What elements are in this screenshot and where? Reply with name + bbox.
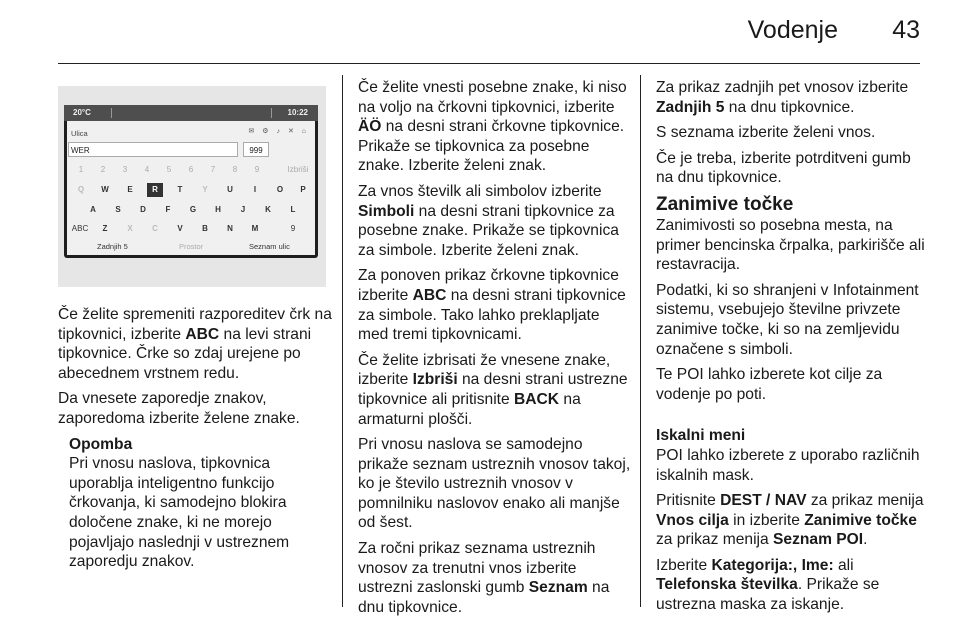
key-3[interactable]: 3 — [122, 165, 128, 174]
key-l[interactable]: L — [290, 205, 296, 214]
section-heading: Zanimive točke — [656, 193, 794, 215]
paragraph: Za ročni prikaz seznama ustreznih vnosov za trenutni vnos izberite ustrezni zaslonski gumb Seznam na dnu tipkovnice. — [358, 540, 610, 616]
entry-count: 999 — [243, 142, 269, 157]
letter-row-2 — [67, 203, 315, 221]
key-5[interactable]: 5 — [166, 165, 172, 174]
key-y[interactable]: Y — [202, 185, 208, 194]
key-g[interactable]: G — [189, 205, 197, 214]
column-divider — [342, 75, 343, 607]
paragraph: Za vnos številk ali simbolov izberite Simboli na desni strani tipkovnice za posebne znake. Prikaže se tipkovnica za simbole. Izberite želeni znak. — [358, 182, 619, 259]
status-icons: ✉ ⚙ ♪ ✕ ⌂ — [248, 128, 309, 135]
street-list-button[interactable]: Seznam ulic — [249, 242, 290, 251]
paragraph: POI lahko izberete z uporabo različnih iskalnih mask. — [656, 446, 920, 484]
paragraph: Če je treba, izberite potrditveni gumb na dnu tipkovnice. — [656, 149, 911, 187]
note-title: Opomba — [69, 435, 133, 453]
keyboard-bottom-bar — [67, 238, 315, 255]
clock: 10:22 — [287, 108, 308, 117]
keyboard-screen-photo — [58, 86, 326, 287]
infotainment-screen — [64, 105, 318, 258]
space-button[interactable]: Prostor — [179, 242, 204, 251]
key-m[interactable]: M — [251, 224, 259, 233]
paragraph: Za prikaz zadnjih pet vnosov izberite Zadnjih 5 na dnu tipkovnice. — [656, 79, 909, 116]
temperature: 20°C — [73, 108, 91, 117]
key-e[interactable]: E — [127, 185, 133, 194]
header-title: Vodenje — [747, 16, 838, 44]
column-2 — [358, 78, 632, 623]
field-label: Ulica — [71, 129, 88, 138]
column-3 — [656, 78, 926, 621]
column-divider — [640, 75, 641, 607]
key-i[interactable]: I — [253, 185, 257, 194]
paragraph: Zanimivosti so posebna mesta, na primer bencinska črpalka, parkirišče ali restavracija. — [656, 216, 925, 274]
address-input[interactable]: WER — [68, 142, 238, 157]
key-v[interactable]: V — [177, 224, 183, 233]
key-x[interactable]: X — [127, 224, 133, 233]
header-divider — [58, 63, 920, 64]
key-z[interactable]: Z — [102, 224, 108, 233]
key-r[interactable]: R — [147, 183, 163, 197]
key-f[interactable]: F — [165, 205, 171, 214]
paragraph: Če želite vnesti posebne znake, ki niso na voljo na črkovni tipkovnici, izberite ÄÖ na desni strani črkovne tipkovnice. Prikaže se tipkovnica za posebne znake. Izberite želeni znak. — [358, 79, 627, 175]
key-2[interactable]: 2 — [100, 165, 106, 174]
key-6[interactable]: 6 — [188, 165, 194, 174]
key-b[interactable]: B — [202, 224, 208, 233]
key-t[interactable]: T — [177, 185, 183, 194]
screen-status-bar — [64, 105, 318, 121]
key-w[interactable]: W — [101, 185, 109, 194]
key-s[interactable]: S — [115, 205, 121, 214]
abc-key[interactable]: ABC — [71, 224, 89, 233]
note-box — [69, 435, 336, 572]
key-j[interactable]: J — [240, 205, 246, 214]
key-n[interactable]: N — [227, 224, 233, 233]
key-8[interactable]: 8 — [232, 165, 238, 174]
key-9-alt[interactable]: 9 — [290, 224, 296, 233]
key-k[interactable]: K — [265, 205, 271, 214]
paragraph: Če želite spremeniti razporeditev črk na tipkovnici, izberite ABC na levi strani tipkovnice. Črke so zdaj urejene po abecednem vrstnem redu. — [58, 306, 332, 382]
page-number: 43 — [892, 16, 920, 44]
key-q[interactable]: Q — [77, 185, 85, 194]
key-c[interactable]: C — [152, 224, 158, 233]
letter-row-1 — [67, 183, 315, 201]
key-p[interactable]: P — [300, 185, 306, 194]
key-9[interactable]: 9 — [254, 165, 260, 174]
key-u[interactable]: U — [227, 185, 233, 194]
last-5-button[interactable]: Zadnjih 5 — [97, 242, 128, 251]
paragraph: Podatki, ki so shranjeni v Infotainment sistemu, vsebujejo številne privzete zanimive točke, ki so na zemljevidu označene s simboli. — [656, 281, 919, 358]
paragraph: Izberite Kategorija:, Ime: ali Telefonska številka. Prikaže se ustrezna maska za iskanje. — [656, 556, 880, 614]
on-screen-keyboard — [67, 121, 315, 255]
key-7[interactable]: 7 — [210, 165, 216, 174]
key-1[interactable]: 1 — [78, 165, 84, 174]
key-d[interactable]: D — [140, 205, 146, 214]
paragraph: Te POI lahko izberete kot cilje za vodenje po poti. — [656, 366, 883, 403]
paragraph: S seznama izberite želeni vnos. — [656, 124, 876, 142]
subheading: Iskalni meni — [656, 427, 746, 445]
note-text: Pri vnosu naslova, tipkovnica uporablja inteligentno funkcijo črkovanja, ki samodejno blokira določene znake, ki ne morejo pojavljajo naslednji v ustreznem zaporedju znakov. — [69, 455, 290, 571]
paragraph: Da vnesete zaporedje znakov, zaporedoma izberite želene znake. — [58, 390, 300, 427]
paragraph: Pri vnosu naslova se samodejno prikaže seznam ustreznih vnosov takoj, ko je število ustreznih vnosov v pomnilniku naslovov enako ali manjše od šest. — [358, 436, 631, 532]
paragraph: Za ponoven prikaz črkovne tipkovnice izberite ABC na desni strani tipkovnice za simbole. Tako lahko preklapljate med tremi tipkovnicami. — [358, 267, 626, 344]
key-o[interactable]: O — [276, 185, 284, 194]
key-h[interactable]: H — [215, 205, 221, 214]
number-row — [67, 163, 315, 181]
key-a[interactable]: A — [90, 205, 96, 214]
paragraph: Pritisnite DEST / NAV za prikaz menija Vnos cilja in izberite Zanimive točke za prikaz menija Seznam POI. — [656, 492, 924, 549]
column-1 — [58, 305, 336, 572]
key-4[interactable]: 4 — [144, 165, 150, 174]
delete-key[interactable]: Izbriši — [287, 165, 309, 174]
paragraph: Če želite izbrisati že vnesene znake, izberite Izbriši na desni strani ustrezne tipkovnice ali pritisnite BACK na armaturni plošči. — [358, 351, 628, 428]
